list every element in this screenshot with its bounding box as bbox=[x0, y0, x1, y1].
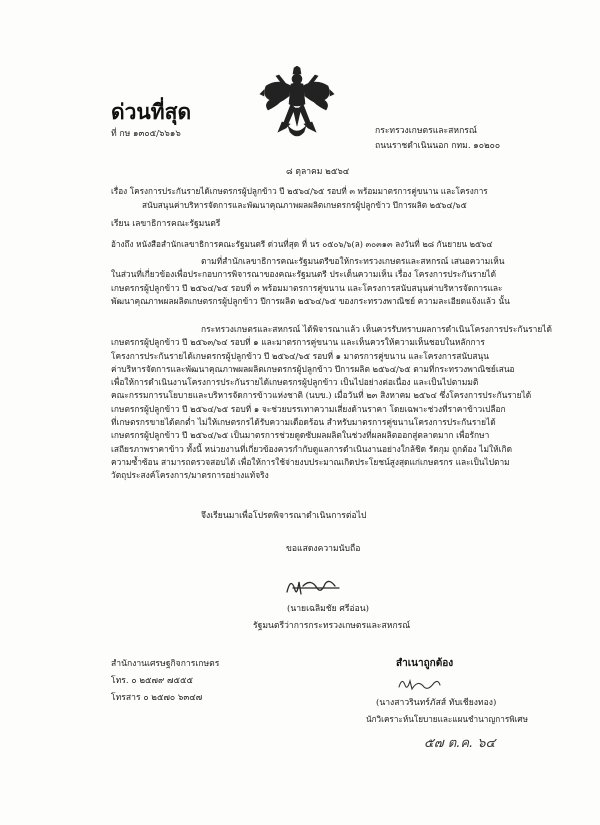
paragraph-1-line: ในส่วนที่เกี่ยวข้องเพื่อประกอบการพิจารณาของคณะรัฐมนตรี ประเด็นความเห็น เรื่อง โครงการประกันรายได้ bbox=[111, 269, 497, 280]
ministry-name: กระทรวงเกษตรและสหกรณ์ bbox=[375, 126, 477, 136]
document-number: ที่ กษ ๑๓๐๕/๖๖๑๖ bbox=[111, 129, 181, 139]
footer-fax: โทรสาร ๐ ๒๕๗๐ ๖๓๔๗ bbox=[111, 693, 203, 703]
paragraph-2-line: คณะกรรมการนโยบายและบริหารจัดการข้าวแห่งชาติ (นบข.) เมื่อวันที่ ๒๓ สิงหาคม ๒๕๖๔ ซึ่งโครงการประกันรายได้ bbox=[111, 390, 532, 401]
paragraph-2-line: เพื่อให้การดำเนินงานโครงการประกันรายได้เกษตรกรผู้ปลูกข้าว เป็นไปอย่างต่อเนื่อง และเป็นไปตามมติ bbox=[111, 377, 479, 388]
certifier-signature bbox=[396, 673, 442, 695]
certified-stamp: สำเนาถูกต้อง bbox=[396, 658, 454, 669]
certifier-name: (นางสาวรินทร์ภัสส์ ทับเชียงทอง) bbox=[376, 698, 497, 708]
garuda-emblem bbox=[258, 66, 336, 140]
subject-line-1: เรื่อง โครงการประกันรายได้เกษตรกรผู้ปลูกข้าว ปี ๒๕๖๔/๖๕ รอบที่ ๓ พร้อมมาตรการคู่ขนาน และโครงการ bbox=[111, 186, 488, 196]
paragraph-2-line: เกษตรกรผู้ปลูกข้าว ปี ๒๕๖๔/๖๕ รอบที่ ๑ จะช่วยบรรเทาความเสี่ยงด้านราคา โดยเฉพาะช่วงที่ราคาข้าวเปลือก bbox=[111, 403, 506, 414]
salutation: เรียน เลขาธิการคณะรัฐมนตรี bbox=[111, 219, 221, 229]
urgency-label: ด่วนที่สุด bbox=[111, 100, 192, 124]
ministry-address: ถนนราชดำเนินนอก กทม. ๑๐๒๐๐ bbox=[375, 141, 501, 151]
minister-signature bbox=[283, 572, 343, 602]
paragraph-2-line: กระทรวงเกษตรและสหกรณ์ ได้พิจารณาแล้ว เห็นควรรับทราบผลการดำเนินโครงการประกันรายได้ bbox=[201, 324, 552, 334]
paragraph-2-line: ที่เกษตรกรขายได้ตกต่ำ ไม่ให้เกษตรกรได้รับความเดือดร้อน สำหรับมาตรการคู่ขนานโครงการประกันรายได้ bbox=[111, 417, 496, 428]
paragraph-2-line: เกษตรกรผู้ปลูกข้าว ปี ๒๕๖๓/๖๔ รอบที่ ๑ และมาตรการคู่ขนาน และเห็นควรให้ความเห็นชอบในหลักการ bbox=[111, 337, 485, 348]
paragraph-2-line: เกษตรกรผู้ปลูกข้าว ปี ๒๕๖๔/๖๕ เป็นมาตรการช่วยดูดซับผลผลิตในช่วงที่ผลผลิตออกสู่ตลาดมาก เพื่อรักษา bbox=[111, 430, 490, 441]
paragraph-2-line: โครงการประกันรายได้เกษตรกรผู้ปลูกข้าว ปี ๒๕๖๔/๖๕ รอบที่ ๑ มาตรการคู่ขนาน และโครงการสนับสนุน bbox=[111, 350, 489, 361]
closing-line: จึงเรียนมาเพื่อโปรดพิจารณาดำเนินการต่อไป bbox=[201, 511, 367, 521]
paragraph-1-line: พัฒนาคุณภาพผลผลิตเกษตรกรผู้ปลูกข้าว ปีการผลิต ๒๕๖๔/๖๕ ของกระทรวงพาณิชย์ ความละเอียดแจ้งแล้ว นั้น bbox=[111, 295, 510, 306]
paragraph-2-line: วัตถุประสงค์โครงการ/มาตรการอย่างแท้จริง bbox=[111, 470, 269, 481]
paragraph-2 bbox=[111, 323, 552, 483]
paragraph-1 bbox=[111, 255, 510, 308]
paragraph-1-line: เกษตรกรผู้ปลูกข้าว ปี ๒๕๖๔/๖๕ รอบที่ ๓ พร้อมมาตรการคู่ขนาน และโครงการสนับสนุนค่าบริหารจัดการและ bbox=[111, 282, 503, 293]
subject-line-2: สนับสนุนค่าบริหารจัดการและพัฒนาคุณภาพผลผลิตเกษตรกรผู้ปลูกข้าว ปีการผลิต ๒๕๖๔/๖๕ bbox=[142, 200, 467, 210]
handwritten-date: ๕๗ ต.ค. ๖๔ bbox=[424, 736, 496, 751]
regards-line: ขอแสดงความนับถือ bbox=[286, 544, 361, 554]
footer-phone: โทร. ๐ ๒๕๗๙ ๗๕๕๕ bbox=[111, 676, 193, 686]
signatory-name: (นายเฉลิมชัย ศรีอ่อน) bbox=[287, 604, 370, 614]
signatory-title: รัฐมนตรีว่าการกระทรวงเกษตรและสหกรณ์ bbox=[253, 621, 411, 631]
footer-office: สำนักงานเศรษฐกิจการเกษตร bbox=[111, 659, 220, 669]
paragraph-2-line: เสถียรภาพราคาข้าว ทั้งนี้ หน่วยงานที่เกี่ยวข้องควรกำกับดูแลการดำเนินงานอย่างใกล้ชิด รัดกุม ถูกต้อง ไม่ให้เกิด bbox=[111, 443, 513, 454]
paragraph-2-line: ค่าบริหารจัดการและพัฒนาคุณภาพผลผลิตเกษตรกรผู้ปลูกข้าว ปีการผลิต ๒๕๖๔/๖๕ ตามที่กระทรวงพาณิชย์เสนอ bbox=[111, 363, 515, 374]
reference: อ้างถึง หนังสือสำนักเลขาธิการคณะรัฐมนตรี ด่วนที่สุด ที่ นร ๐๕๐๖/๖(ล) ๓๐๓๑๓ ลงวันที่ ๒๘ กันยายน ๒๕๖๔ bbox=[111, 239, 493, 249]
certifier-title: นักวิเคราะห์นโยบายและแผนชำนาญการพิเศษ bbox=[366, 714, 529, 724]
document-date: ๘ ตุลาคม ๒๕๖๔ bbox=[286, 167, 350, 177]
paragraph-1-line: ตามที่สำนักเลขาธิการคณะรัฐมนตรีขอให้กระทรวงเกษตรและสหกรณ์ เสนอความเห็น bbox=[201, 256, 505, 266]
paragraph-2-line: ความซ้ำซ้อน สามารถตรวจสอบได้ เพื่อให้การใช้จ่ายงบประมาณเกิดประโยชน์สูงสุดแก่เกษตรกร และเป็นไปตาม bbox=[111, 456, 510, 467]
